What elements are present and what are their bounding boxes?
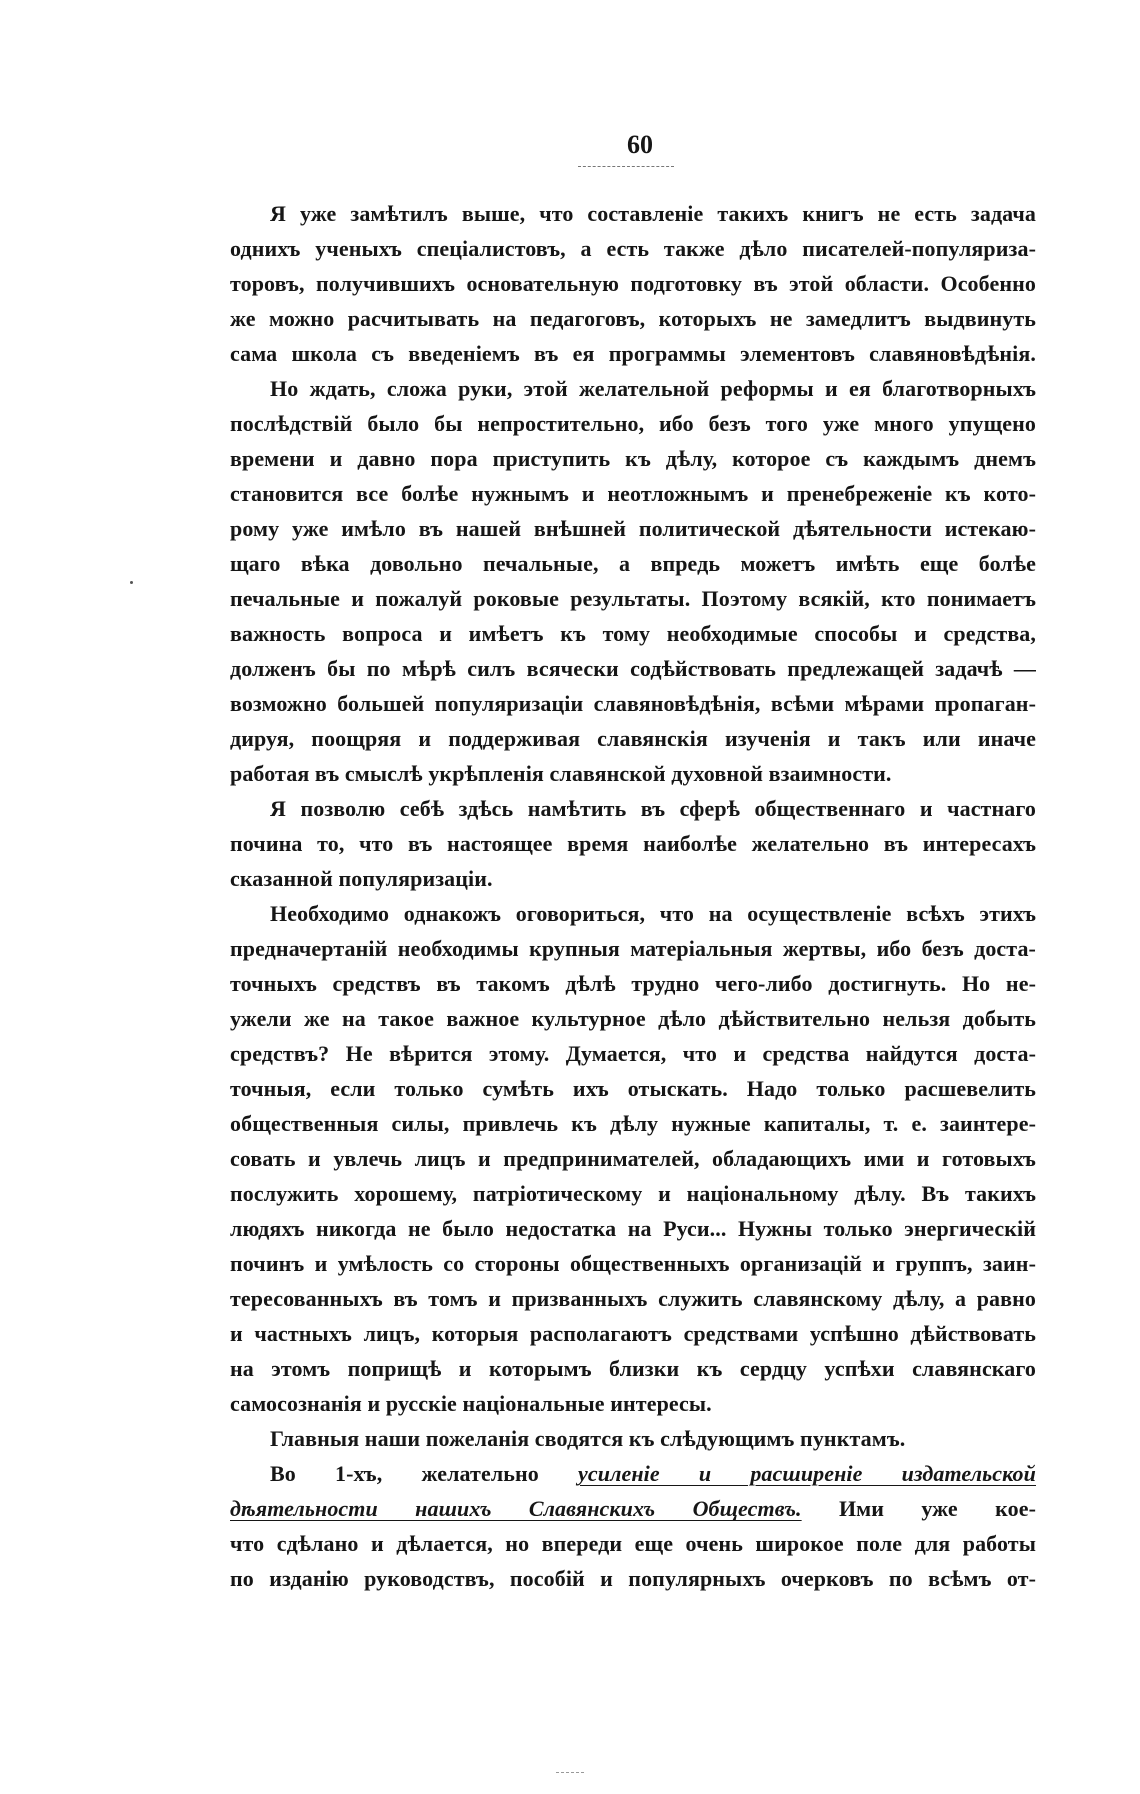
- text-line: однихъ ученыхъ спеціалистовъ, а есть также дѣло писателей-популяриза-: [230, 236, 1036, 261]
- text-line: Я позволю себѣ здѣсь намѣтить въ сферѣ общественнаго и частнаго: [270, 796, 1036, 821]
- text-line: Необходимо однакожъ оговориться, что на осуществленіе всѣхъ этихъ: [270, 901, 1036, 926]
- text-line: общественныя силы, привлечь къ дѣлу нужные капиталы, т. е. заинтере-: [230, 1111, 1036, 1136]
- text-line: точныхъ средствъ въ такомъ дѣлѣ трудно чего-либо достигнуть. Но не-: [230, 971, 1036, 996]
- text-line: тересованныхъ въ томъ и призванныхъ служить славянскому дѣлу, а равно: [230, 1286, 1036, 1311]
- emphasized-text: дѣятельности нашихъ Славянскихъ Обществъ.: [230, 1496, 802, 1521]
- text-line: Я уже замѣтилъ выше, что составленіе такихъ книгъ не есть задача: [270, 201, 1036, 226]
- text-line: послѣдствій было бы непростительно, ибо безъ того уже много упущено: [230, 411, 1036, 436]
- print-speck: [130, 581, 133, 584]
- text-line: становится все болѣе нужнымъ и неотложнымъ и пренебреженіе къ кото-: [230, 481, 1036, 506]
- text-line: же можно расчитывать на педагоговъ, которыхъ не замедлитъ выдвинуть: [230, 306, 1036, 331]
- text-line: по изданію руководствъ, пособій и популярныхъ очерковъ по всѣмъ от-: [230, 1566, 1036, 1591]
- text-line: Но ждать, сложа руки, этой желательной реформы и ея благотворныхъ: [270, 376, 1036, 401]
- text-line: послужить хорошему, патріотическому и національному дѣлу. Въ такихъ: [230, 1181, 1036, 1206]
- paragraph: [230, 896, 1036, 1421]
- text-line: людяхъ никогда не было недостатка на Руси... Нужны только энергическій: [230, 1216, 1036, 1241]
- text-line: [230, 1491, 1036, 1526]
- text-line: работая въ смыслѣ укрѣпленія славянской духовной взаимности.: [230, 761, 892, 786]
- text-line: предначертаній необходимы крупныя матеріальныя жертвы, ибо безъ доста-: [230, 936, 1036, 961]
- paragraph: [230, 1421, 1036, 1456]
- page-number-rule: [578, 166, 674, 167]
- text-line: торовъ, получившихъ основательную подготовку въ этой области. Особенно: [230, 271, 1036, 296]
- paragraph: [230, 791, 1036, 896]
- text-line: что сдѣлано и дѣлается, но впереди еще очень широкое поле для работы: [230, 1531, 1036, 1556]
- text-line: ужели же на такое важное культурное дѣло дѣйствительно нельзя добыть: [230, 1006, 1036, 1031]
- text-line: печальные и пожалуй роковые результаты. Поэтому всякій, кто понимаетъ: [230, 586, 1036, 611]
- text-line: на этомъ поприщѣ и которымъ близки къ сердцу успѣхи славянскаго: [230, 1356, 1036, 1381]
- body-text: [230, 196, 1036, 1596]
- text-line: самосознанія и русскіе національные интересы.: [230, 1391, 712, 1416]
- text-line: долженъ бы по мѣрѣ силъ всячески содѣйствовать предлежащей задачѣ —: [230, 656, 1036, 681]
- emphasized-text: усиленіе и расширеніе издательской: [578, 1461, 1036, 1486]
- text-line: времени и давно пора приступить къ дѣлу, которое съ каждымъ днемъ: [230, 446, 1036, 471]
- text-line: сказанной популяризаціи.: [230, 866, 493, 891]
- text-line: точныя, если только сумѣть ихъ отыскать. Надо только расшевелить: [230, 1076, 1036, 1101]
- text-line: рому уже имѣло въ нашей внѣшней политической дѣятельности истекаю-: [230, 516, 1036, 541]
- paragraph: [230, 1456, 1036, 1596]
- text-line: почина то, что въ настоящее время наиболѣе желательно въ интересахъ: [230, 831, 1036, 856]
- text-line: починъ и умѣлость со стороны общественныхъ организацій и группъ, заин-: [230, 1251, 1036, 1276]
- paragraph: [230, 196, 1036, 371]
- text-line: средствъ? Не вѣрится этому. Думается, что и средства найдутся доста-: [230, 1041, 1036, 1066]
- text-line: [230, 1456, 1036, 1491]
- page-number: 60: [627, 130, 653, 159]
- text-line: Главныя наши пожеланія сводятся къ слѣдующимъ пунктамъ.: [270, 1426, 906, 1451]
- text-line: важность вопроса и имѣетъ къ тому необходимые способы и средства,: [230, 621, 1036, 646]
- text-run: Ими уже кое-: [801, 1496, 1036, 1521]
- paragraph: [230, 371, 1036, 791]
- text-line: щаго вѣка довольно печальные, а впредь можетъ имѣть еще болѣе: [230, 551, 1036, 576]
- text-run: Во 1-хъ, желательно: [270, 1461, 579, 1486]
- bottom-rule: [556, 1772, 584, 1773]
- text-line: и частныхъ лицъ, которыя располагаютъ средствами успѣшно дѣйствовать: [230, 1321, 1036, 1346]
- text-line: дируя, поощряя и поддерживая славянскія изученія и такъ или иначе: [230, 726, 1036, 751]
- text-line: сама школа съ введеніемъ въ ея программы элементовъ славяновѣдѣнія.: [230, 341, 1036, 366]
- text-line: совать и увлечь лицъ и предпринимателей, обладающихъ ими и готовыхъ: [230, 1146, 1036, 1171]
- text-line: возможно большей популяризаціи славяновѣдѣнія, всѣми мѣрами пропаган-: [230, 691, 1036, 716]
